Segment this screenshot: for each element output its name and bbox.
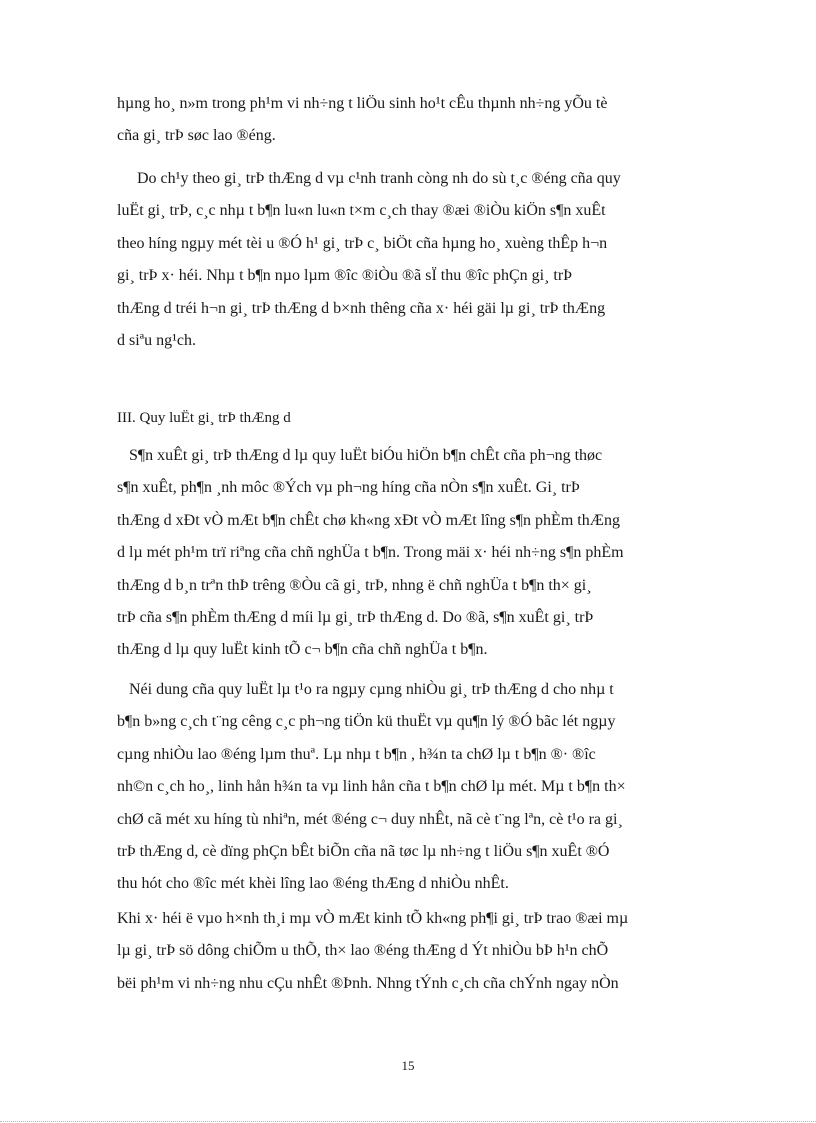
- text-line: Khi x· héi ë vµo h×nh th¸i mµ vÒ mÆt kinh tÕ kh«ng ph¶i gi¸ trÞ trao ®æi mµ: [117, 910, 629, 927]
- text-line: thÆng d b¸n trªn thÞ trêng ®Òu cã gi¸ trÞ, nhng ë chñ nghÜa t b¶n th× gi¸: [117, 576, 592, 594]
- paragraph: [117, 88, 738, 153]
- paragraph: [117, 163, 738, 357]
- text-line: thÆng d xÐt vÒ mÆt b¶n chÊt chø kh«ng xÐt vÒ mÆt lîng s¶n phÈm thÆng: [117, 511, 620, 529]
- text-line: Do ch¹y theo gi¸ trÞ thÆng d vµ c¹nh tranh còng nh do sù t¸c ®éng cña quy: [137, 170, 621, 187]
- paragraph: [117, 440, 738, 667]
- text-line: cµng nhiÒu lao ®éng lµm thuª. Lµ nhµ t b¶n , h¾n ta chØ lµ t b¶n ®· ®îc: [117, 745, 596, 763]
- text-line: trÞ thÆng d, cè dïng phÇn bÊt biÕn cña nã tøc lµ nh÷ng t liÖu s¶n xuÊt ®Ó: [117, 843, 610, 861]
- text-line: b¶n b»ng c¸ch t¨ng cêng c¸c ph¬ng tiÖn kü thuËt vµ qu¶n lý ®Ó bãc lét ngµy: [117, 713, 616, 731]
- text-line: d lµ mét ph¹m trï riªng cña chñ nghÜa t b¶n. Trong mäi x· héi nh÷ng s¶n phÈm: [117, 544, 624, 562]
- text-line: thÆng d tréi h¬n gi¸ trÞ thÆng d b×nh thêng cña x· héi gäi lµ gi¸ trÞ thÆng: [117, 299, 606, 317]
- text-line: chØ cã mét xu híng tù nhiªn, mét ®éng c¬ duy nhÊt, nã cè t¨ng lªn, cè t¹o ra gi¸: [117, 810, 623, 828]
- text-line: nh©n c¸ch ho¸, linh hån h¾n ta vµ linh hån cña t b¶n chØ lµ mét. Mµ t b¶n th×: [117, 778, 626, 796]
- paragraph: [117, 903, 738, 1000]
- text-line: thu hót cho ®îc mét khèi lîng lao ®éng thÆng d nhiÒu nhÊt.: [117, 875, 509, 893]
- text-line: bëi ph¹m vi nh÷ng nhu cÇu nhÊt ®Þnh. Nhng tÝnh c¸ch cña chÝnh ngay nÒn: [117, 974, 619, 992]
- text-line: hµng ho¸ n»m trong ph¹m vi nh÷ng t liÖu sinh ho¹t cÊu thµnh nh÷ng yÕu tè: [117, 95, 608, 112]
- text-line: theo híng ngµy mét tèi u ®Ó h¹ gi¸ trÞ c¸ biÖt cña hµng ho¸ xuèng thÊp h¬n: [117, 234, 608, 252]
- text-line: Néi dung cña quy luËt lµ t¹o ra ngµy cµng nhiÒu gi¸ trÞ thÆng d cho nhµ t: [129, 681, 614, 698]
- text-line: trÞ cña s¶n phÈm thÆng d míi lµ gi¸ trÞ thÆng d. Do ®ã, s¶n xuÊt gi¸ trÞ: [117, 609, 594, 627]
- page-bottom-divider: [0, 1121, 816, 1122]
- page-number: 15: [401, 1058, 415, 1073]
- text-line: d siªu ng¹ch.: [117, 332, 196, 350]
- text-line: gi¸ trÞ x· héi. Nhµ t b¶n nµo lµm ®îc ®iÒu ®ã sÏ thu ®îc phÇn gi¸ trÞ: [117, 267, 573, 285]
- paragraph: [117, 674, 738, 901]
- text-line: S¶n xuÊt gi¸ trÞ thÆng d lµ quy luËt biÓu hiÖn b¶n chÊt cña ph¬ng thøc: [129, 447, 603, 464]
- text-line: cña gi¸ trÞ søc lao ®éng.: [117, 127, 276, 145]
- text-line: lµ gi¸ trÞ sö dông chiÕm u thÕ, th× lao ®éng thÆng d Ýt nhiÒu bÞ h¹n chÕ: [117, 942, 609, 960]
- text-line: thÆng d lµ quy luËt kinh tÕ c¬ b¶n cña chñ nghÜa t b¶n.: [117, 641, 488, 659]
- text-line: s¶n xuÊt, ph¶n ¸nh môc ®Ých vµ ph¬ng híng cña nÒn s¶n xuÊt. Gi¸ trÞ: [117, 479, 580, 497]
- section-heading: III. Quy luËt gi¸ trÞ thÆng d: [117, 410, 291, 426]
- text-line: luËt gi¸ trÞ, c¸c nhµ t b¶n lu«n lu«n t×m c¸ch thay ®æi ®iÒu kiÖn s¶n xuÊt: [117, 202, 606, 220]
